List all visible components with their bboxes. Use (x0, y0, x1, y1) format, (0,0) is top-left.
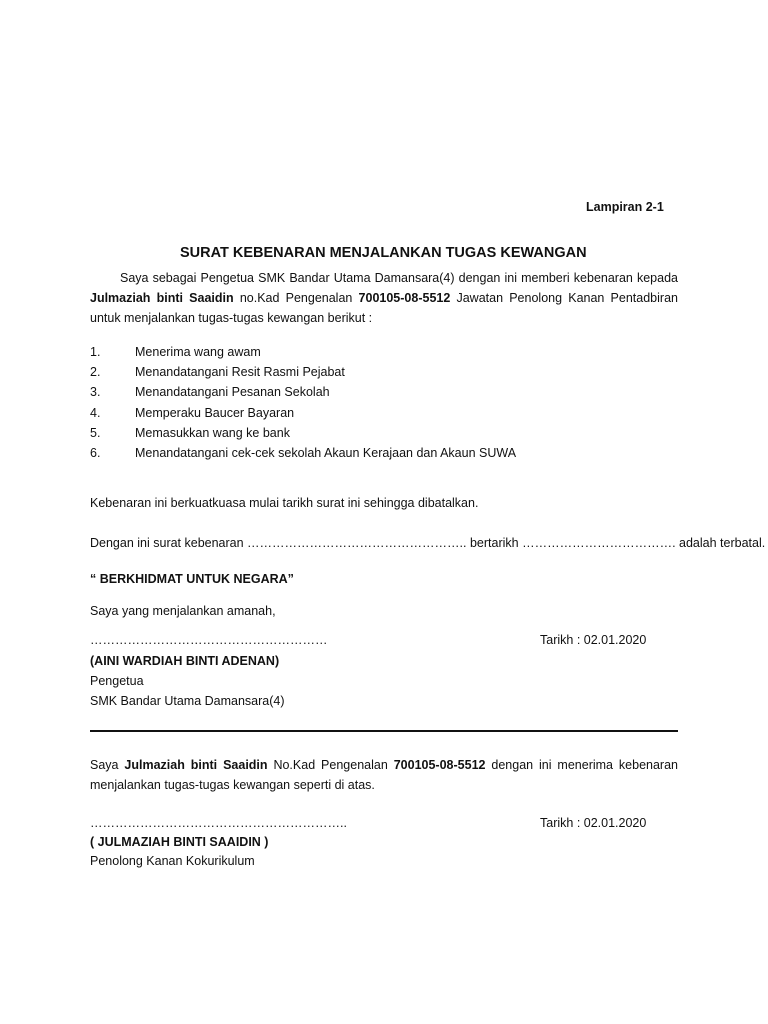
list-number: 2. (90, 365, 101, 380)
attachment-ref: Lampiran 2-1 (586, 200, 664, 214)
signer-position: Penolong Kanan Kokurikulum (90, 854, 255, 868)
list-number: 5. (90, 425, 101, 440)
letter-title: SURAT KEBENARAN MENJALANKAN TUGAS KEWANGAN (180, 245, 587, 261)
list-number: 3. (90, 385, 101, 400)
duties-list (90, 342, 516, 463)
list-number: 6. (90, 445, 101, 460)
list-item (90, 403, 516, 423)
intro-name: Julmaziah binti Saaidin (90, 291, 234, 305)
signer-name: ( JULMAZIAH BINTI SAAIDIN ) (90, 835, 269, 849)
validity-statement: Kebenaran ini berkuatkuasa mulai tarikh surat ini sehingga dibatalkan. (90, 496, 479, 510)
list-number: 1. (90, 345, 101, 359)
list-item (90, 443, 516, 463)
list-item (90, 382, 516, 402)
intro-paragraph (90, 268, 678, 328)
acceptance-text-3: dengan ini menerima kebenaran menjalankan tugas-tugas kewangan seperti di atas. (90, 758, 679, 792)
list-text: Memasukkan wang ke bank (135, 425, 290, 440)
acceptance-name: Julmaziah binti Saaidin (124, 758, 268, 772)
acceptance-text-2: No.Kad Pengenalan (267, 758, 394, 772)
signature-line: …………………………………………………….. (90, 816, 347, 830)
intro-text-2: no.Kad Pengenalan (233, 291, 359, 305)
intro-ic: 700105-08-5512 (358, 291, 451, 305)
cancellation-statement: Dengan ini surat kebenaran …………………………………………….. bertarikh ………………………………. adalah terbatal. (90, 536, 766, 550)
acceptance-paragraph (90, 755, 678, 795)
signature-line: ………………………………………………… (90, 633, 328, 647)
signer-school: SMK Bandar Utama Damansara(4) (90, 694, 285, 708)
signature-date: Tarikh : 02.01.2020 (540, 633, 647, 647)
list-text: Menandatangani cek-cek sekolah Akaun Kerajaan dan Akaun SUWA (135, 445, 517, 460)
signer-position: Pengetua (90, 674, 144, 688)
motto: “ BERKHIDMAT UNTUK NEGARA” (90, 572, 294, 586)
intro-text-1: Saya sebagai Pengetua SMK Bandar Utama Damansara(4) dengan ini memberi kebenaran kepada (120, 271, 678, 285)
list-text: Menandatangani Pesanan Sekolah (135, 385, 330, 400)
list-text: Menerima wang awam (135, 345, 261, 359)
list-item (90, 423, 516, 443)
intro-text-3: Jawatan Penolong Kanan Pentadbiran untuk menjalankan tugas-tugas kewangan berikut : (90, 291, 678, 325)
acceptance-ic: 700105-08-5512 (393, 758, 486, 772)
signer-name: (AINI WARDIAH BINTI ADENAN) (90, 654, 280, 668)
list-item (90, 362, 516, 382)
signature-date: Tarikh : 02.01.2020 (540, 816, 647, 830)
list-number: 4. (90, 405, 101, 420)
separator-line (90, 730, 678, 732)
list-text: Memperaku Baucer Bayaran (135, 405, 295, 420)
list-item (90, 342, 516, 362)
list-text: Menandatangani Resit Rasmi Pejabat (135, 365, 345, 380)
acceptance-text-1: Saya (90, 758, 125, 772)
closing-line: Saya yang menjalankan amanah, (90, 604, 276, 618)
